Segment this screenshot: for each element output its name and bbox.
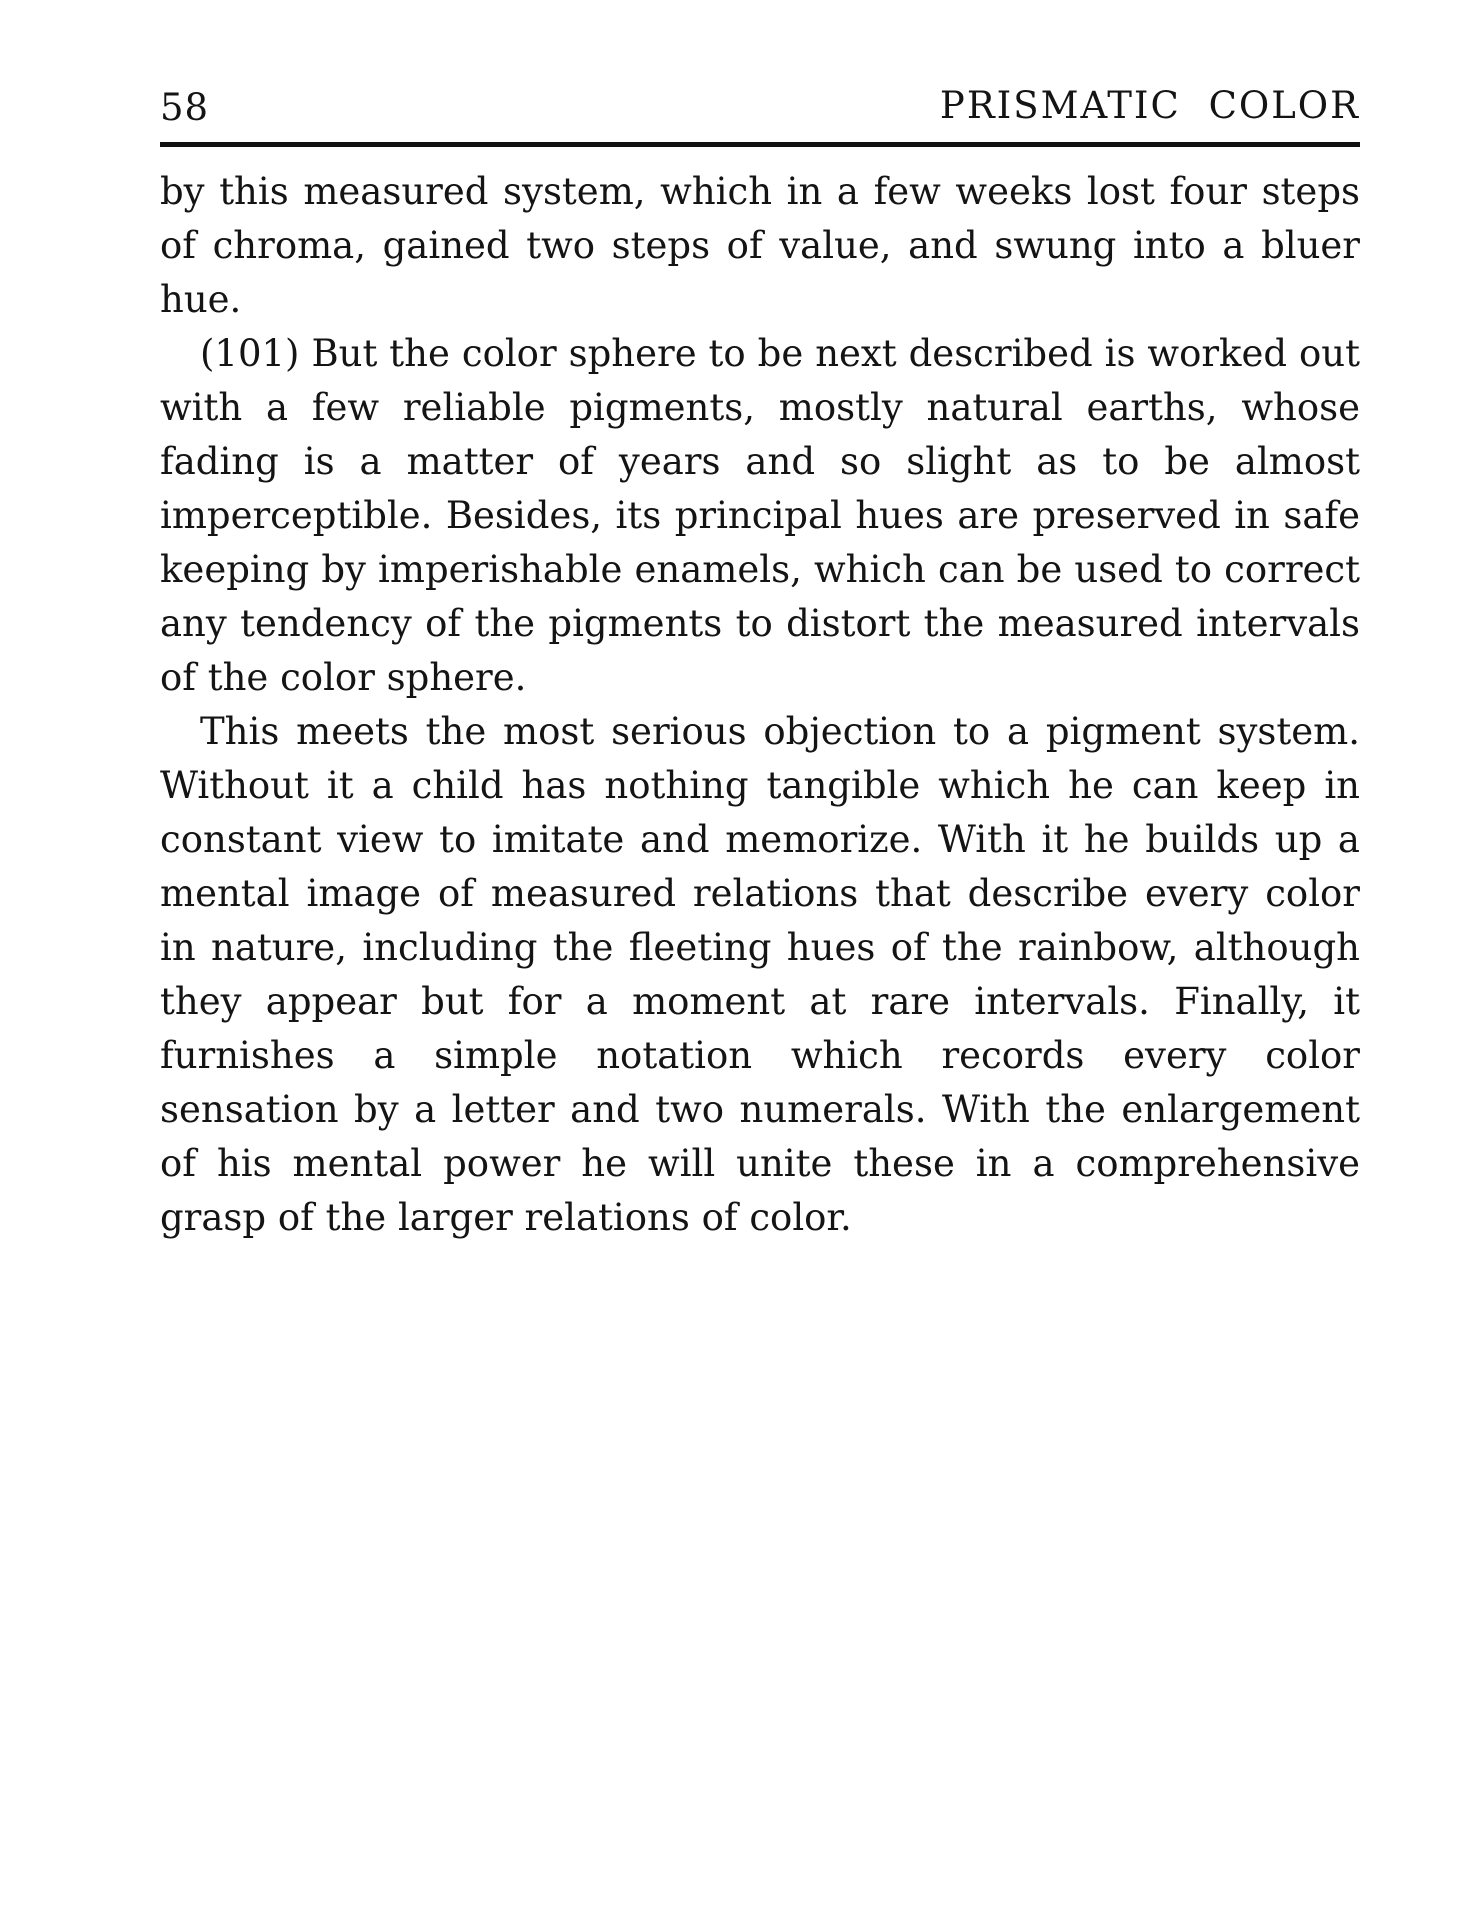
paragraph-101: (101) But the color sphere to be next described is worked out with a few reliable pigments, mostly natural earths, whose fading is a matter of years and so slight as to be almost imperceptible. Besides, its principal hues are preserved in safe keeping by imperishable enamels, which can be used to correct any tendency of the pigments to distort the measured intervals of the color sphere. <box>160 332 1360 699</box>
page-header <box>160 80 1360 128</box>
running-title: PRISMATIC COLOR <box>939 84 1360 127</box>
paragraph-continued: by this measured system, which in a few weeks lost four steps of chroma, gained two steps of value, and swung into a bluer hue. <box>160 170 1360 321</box>
book-page <box>160 80 1360 1245</box>
header-rule <box>160 142 1360 147</box>
body-text <box>160 165 1360 1245</box>
page-number: 58 <box>160 86 210 129</box>
paragraph-pigment-system: This meets the most serious objection to a pigment system. Without it a child has nothing tangible which he can keep in constant view to imitate and memorize. With it he builds up a mental image of measured relations that describe every color in nature, including the fleeting hues of the rainbow, although they appear but for a moment at rare intervals. Finally, it furnishes a simple notation which records every color sensation by a letter and two numerals. With the enlargement of his mental power he will unite these in a comprehensive grasp of the larger relations of color. <box>160 710 1360 1239</box>
